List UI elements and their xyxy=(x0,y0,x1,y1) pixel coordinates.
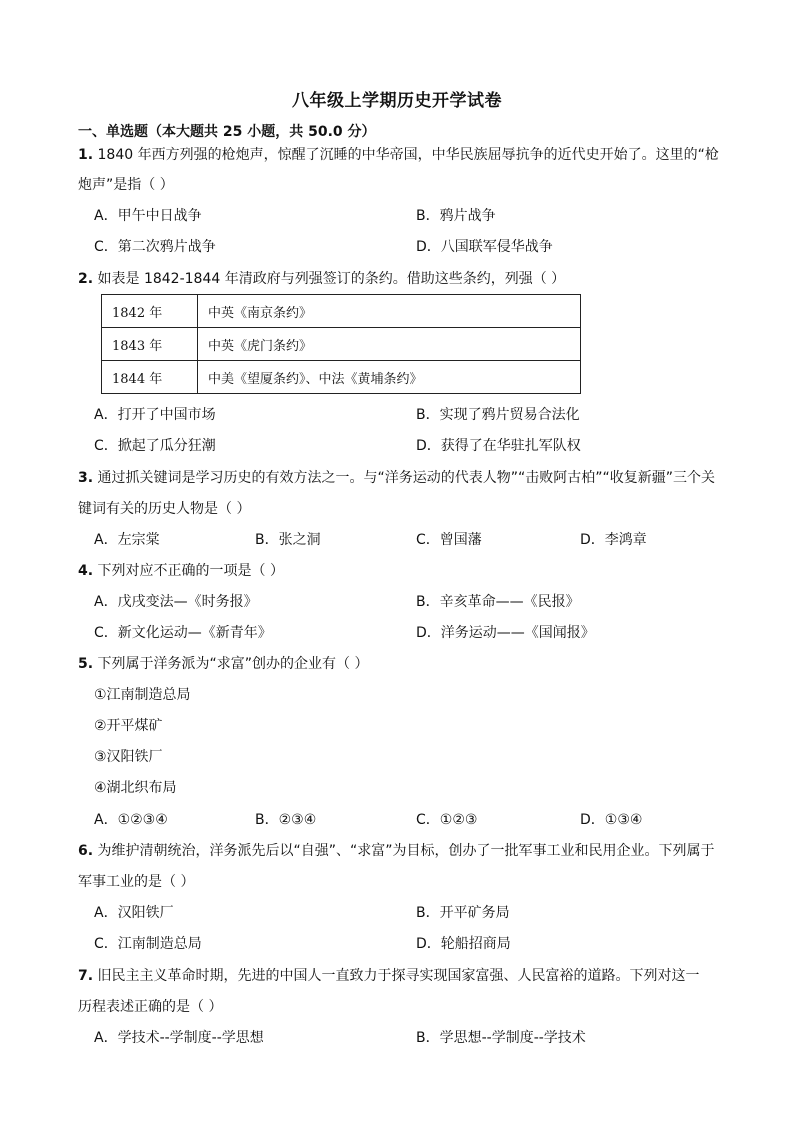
question-3-line-2: 键词有关的历史人物是（ ） xyxy=(78,501,251,517)
q5-item-1: ①江南制造总局 xyxy=(94,687,191,703)
question-7-line-2: 历程表述正确的是（ ） xyxy=(78,999,223,1015)
q3-option-a: A．左宗棠 xyxy=(94,532,160,548)
question-4-line-1 xyxy=(78,562,284,580)
q1-option-d: D．八国联军侵华战争 xyxy=(416,239,553,255)
question-text: 1840 年西方列强的枪炮声，惊醒了沉睡的中华帝国，中华民族屈辱抗争的近代史开始了。这里的“枪 xyxy=(93,147,719,163)
q5-item-4: ④湖北织布局 xyxy=(94,780,177,796)
table-cell-treaty: 中英《虎门条约》 xyxy=(198,328,581,361)
q4-option-a: A．戊戌变法—《时务报》 xyxy=(94,594,258,610)
q5-item-2: ②开平煤矿 xyxy=(94,718,163,734)
section-heading: 一、单选题（本大题共 25 小题，共 50.0 分） xyxy=(78,124,376,140)
question-text: 为维护清朝统治，洋务派先后以“自强”、“求富”为目标，创办了一批军事工业和民用企业。下列属于 xyxy=(93,843,715,859)
q6-option-d: D．轮船招商局 xyxy=(416,936,511,952)
q6-option-a: A．汉阳铁厂 xyxy=(94,905,174,921)
table-cell-year: 1844 年 xyxy=(102,361,198,394)
question-text: 旧民主主义革命时期，先进的中国人一直致力于探寻实现国家富强、人民富裕的道路。下列对这一 xyxy=(93,968,700,984)
q7-option-b: B．学思想--学制度--学技术 xyxy=(416,1030,586,1046)
question-number: 2. xyxy=(78,271,94,287)
question-number: 6. xyxy=(78,843,94,859)
table-cell-year: 1843 年 xyxy=(102,328,198,361)
question-text: 如表是 1842-1844 年清政府与列强签订的条约。借助这些条约，列强（ ） xyxy=(93,271,566,287)
question-1-line-1 xyxy=(78,146,719,164)
question-6-line-2: 军事工业的是（ ） xyxy=(78,874,195,890)
question-number: 4. xyxy=(78,563,94,579)
table-cell-treaty: 中英《南京条约》 xyxy=(198,295,581,328)
q2-option-d: D．获得了在华驻扎军队权 xyxy=(416,438,581,454)
q1-option-b: B．鸦片战争 xyxy=(416,208,496,224)
q5-item-3: ③汉阳铁厂 xyxy=(94,749,163,765)
table-row xyxy=(102,295,581,328)
q6-option-c: C．江南制造总局 xyxy=(94,936,202,952)
question-number: 5. xyxy=(78,656,94,672)
question-text: 下列属于洋务派为“求富”创办的企业有（ ） xyxy=(93,656,369,672)
q3-option-b: B．张之洞 xyxy=(255,532,321,548)
q5-option-b: B．②③④ xyxy=(255,812,317,828)
q1-option-c: C．第二次鸦片战争 xyxy=(94,239,216,255)
q4-option-c: C．新文化运动—《新青年》 xyxy=(94,625,272,641)
q4-option-b: B．辛亥革命——《民报》 xyxy=(416,594,580,610)
q5-option-c: C．①②③ xyxy=(416,812,478,828)
question-number: 1. xyxy=(78,147,94,163)
question-number: 3. xyxy=(78,470,94,486)
question-7-line-1 xyxy=(78,967,700,985)
q6-option-b: B．开平矿务局 xyxy=(416,905,510,921)
q4-option-d: D．洋务运动——《国闻报》 xyxy=(416,625,595,641)
question-text: 通过抓关键词是学习历史的有效方法之一。与“洋务运动的代表人物”“击败阿古柏”“收复新疆”三个关 xyxy=(93,470,716,486)
q2-option-a: A．打开了中国市场 xyxy=(94,407,216,423)
q3-option-c: C．曾国藩 xyxy=(416,532,482,548)
q2-option-c: C．掀起了瓜分狂潮 xyxy=(94,438,216,454)
table-cell-treaty: 中美《望厦条约》、中法《黄埔条约》 xyxy=(198,361,581,394)
question-5-line-1 xyxy=(78,655,368,673)
question-6-line-1 xyxy=(78,842,715,860)
treaty-table xyxy=(101,294,581,394)
question-number: 7. xyxy=(78,968,94,984)
question-2-line-1 xyxy=(78,270,565,288)
question-text: 下列对应不正确的一项是（ ） xyxy=(93,563,284,579)
q5-option-a: A．①②③④ xyxy=(94,812,168,828)
table-row xyxy=(102,328,581,361)
q2-option-b: B．实现了鸦片贸易合法化 xyxy=(416,407,580,423)
q7-option-a: A．学技术--学制度--学思想 xyxy=(94,1030,264,1046)
table-cell-year: 1842 年 xyxy=(102,295,198,328)
q3-option-d: D．李鸿章 xyxy=(580,532,647,548)
question-1-line-2: 炮声”是指（ ） xyxy=(78,177,174,193)
page-title: 八年级上学期历史开学试卷 xyxy=(292,91,502,111)
q5-option-d: D．①③④ xyxy=(580,812,643,828)
question-3-line-1 xyxy=(78,469,715,487)
q1-option-a: A．甲午中日战争 xyxy=(94,208,202,224)
table-row xyxy=(102,361,581,394)
